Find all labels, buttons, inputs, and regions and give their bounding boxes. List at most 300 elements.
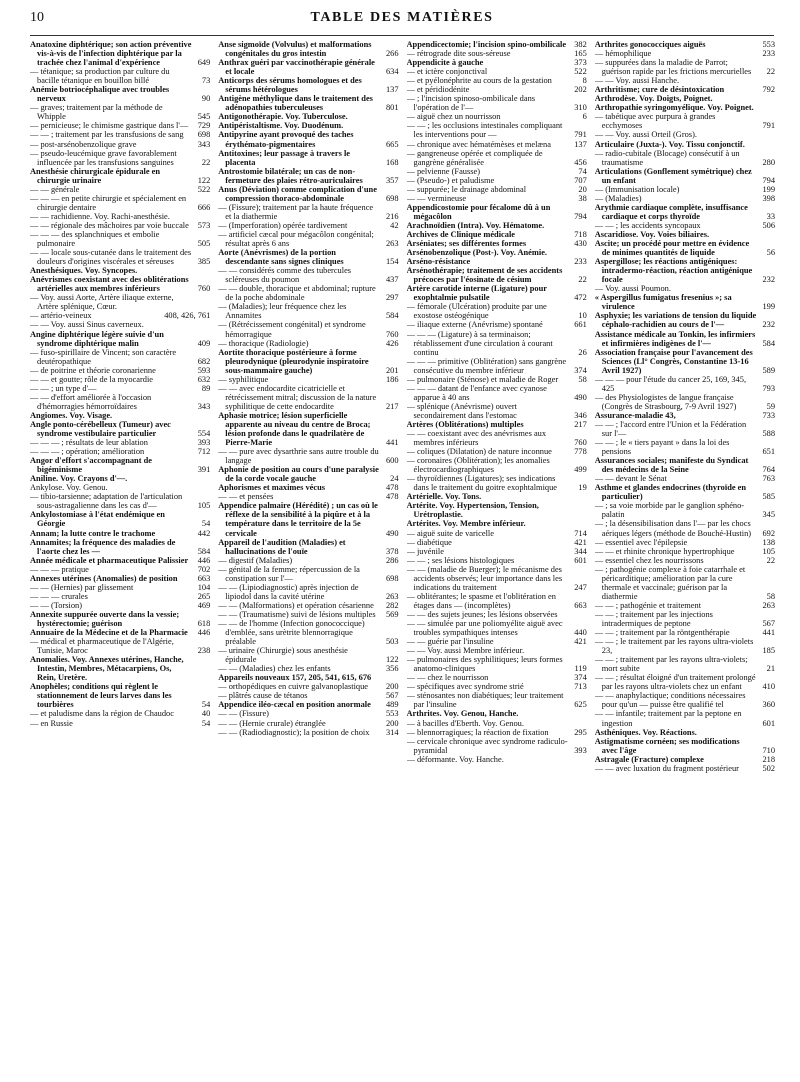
entry-text: — et péridiodénite [406, 85, 470, 95]
index-entry [30, 456, 210, 474]
index-entry [407, 185, 587, 194]
entry-page: 89 [201, 383, 211, 393]
index-entry [218, 203, 398, 221]
entry-text: — tibio-tarsienne; adaptation de l'articulation sous-astragalienne dans les cas d'— [30, 492, 183, 511]
entry-page: 22 [766, 555, 775, 565]
index-entry [218, 40, 398, 58]
index-entry [407, 556, 587, 565]
entry-page: 702 [197, 564, 211, 574]
entry-text: — gangreneuse opérée et compliquée de gangrène généralisée [406, 148, 543, 167]
entry-text: — (Immunisation locale) [594, 184, 680, 194]
index-entry [407, 420, 587, 429]
index-entry [218, 167, 398, 185]
index-entry [595, 40, 775, 49]
entry-text: Antigène méthylique dans le traitement des adénopathies tuberculeuses [218, 94, 373, 113]
entry-text: Angine diphtérique légère suivie d'un syndrome diphtérique malin [30, 329, 164, 348]
entry-page: 280 [762, 157, 775, 167]
index-entry [30, 230, 210, 248]
entry-page: 442 [197, 528, 211, 538]
entry-page: 233 [762, 49, 775, 59]
entry-page: 478 [385, 483, 399, 493]
entry-text: Arséniates; ses différentes formes [406, 239, 527, 249]
entry-text: — plâtrés cause de tétanos [218, 691, 308, 701]
entry-text: — radio-cubitale (Blocage) consécutif à un traumatisme [594, 148, 740, 167]
index-entry [407, 140, 587, 149]
entry-page: 503 [385, 637, 399, 647]
entry-text: « Aspergillus fumigatus fresenius »; sa virulence [594, 293, 732, 312]
entry-text: Assurance-maladie 43, [594, 410, 676, 420]
entry-text: — — ; traitement par les transfusions de sang [30, 130, 184, 140]
entry-text: — — et pensées [218, 492, 274, 502]
entry-text: — et paludisme dans la région de Chaudoc [30, 709, 174, 719]
index-entry [595, 130, 775, 139]
page-header [30, 10, 774, 32]
entry-text: — — — pour l'étude du cancer 25, 169, 345, 425 [594, 374, 747, 393]
entry-text: Ascaridiose. Voy. Voies biliaires. [594, 229, 710, 239]
index-entry [218, 248, 398, 266]
entry-page: 666 [197, 202, 211, 212]
entry-page: 593 [197, 365, 211, 375]
index-entry [595, 375, 775, 393]
entry-text: Anse sigmoïde (Volvulus) et malformations congénitales du gros intestin [218, 40, 372, 59]
entry-text: — pulmonaire (Sténose) et maladie de Roger [406, 374, 559, 384]
entry-page: 764 [762, 465, 775, 475]
entry-page: 421 [574, 537, 587, 547]
index-entry [595, 85, 775, 94]
entry-text: Année médicale et pharmaceutique Palissier [30, 555, 189, 565]
header-rule [30, 35, 774, 36]
entry-text: — ; l'incision spinoso-ombilicale dans l'opération de l'— [406, 94, 536, 113]
entry-text: — — rachidienne. Voy. Rachi-anesthésie. [30, 211, 170, 221]
entry-text: Annexite suppurée ouverte dans la vessie; hystérectomie; guérison [30, 609, 180, 628]
index-entry [407, 755, 587, 764]
entry-page: 760 [574, 438, 587, 448]
index-entry [407, 637, 587, 646]
index-entry [595, 474, 775, 483]
entry-text: — — des sujets jeunes; les lésions observées [406, 609, 558, 619]
entry-page: 760 [385, 329, 399, 339]
entry-text: Asthéniques. Voy. Réactions. [594, 727, 697, 737]
index-entry [30, 248, 210, 266]
index-entry [595, 556, 775, 565]
index-entry [595, 628, 775, 637]
index-entry [218, 411, 398, 447]
entry-text: Aphonie de position au cours d'une paralysie de la corde vocale gauche [218, 465, 379, 484]
entry-page: 199 [762, 302, 775, 312]
entry-page: 573 [197, 220, 211, 230]
entry-page: 649 [197, 58, 211, 68]
entry-text: — — ; les occlusions intestinales compliquant les interventions pour — [406, 121, 563, 140]
index-entry [218, 112, 398, 121]
entry-text: — iliaque externe (Anévrisme) spontané [406, 320, 543, 330]
entry-page: 217 [574, 419, 587, 429]
entry-text: Arsénobenzolique (Post-). Voy. Anémie. [406, 248, 548, 258]
index-entry [407, 646, 587, 655]
entry-page: 201 [385, 365, 399, 375]
entry-page: 791 [574, 130, 587, 140]
index-entry [218, 646, 398, 664]
entry-page: 33 [766, 211, 775, 221]
entry-text: — pernicieuse; le chimisme gastrique dans l'— [30, 121, 189, 131]
entry-page: 200 [385, 682, 399, 692]
entry-text: — — ; traitement par les rayons ultra-violets; mort subite [594, 655, 748, 674]
entry-text: — — (Fissure) [218, 709, 269, 719]
index-entry [407, 94, 587, 112]
entry-text: — aiguë suite de varicelle [406, 528, 494, 538]
entry-page: 168 [385, 157, 399, 167]
index-entry [218, 709, 398, 718]
index-entry [218, 583, 398, 601]
entry-text: — sténosantes non diabétiques; leur traitement par l'insuline [406, 691, 564, 710]
entry-page: 665 [385, 139, 399, 149]
entry-text: — — — primitive (Oblitération) sans gangrène consécutive du membre inférieur [406, 356, 567, 375]
entry-page: 651 [762, 447, 775, 457]
entry-text: — — (Maladies) chez les enfants [218, 664, 331, 674]
index-entry [595, 538, 775, 547]
entry-page: 567 [385, 691, 399, 701]
entry-text: — — vermineuse [406, 193, 467, 203]
index-entry [218, 221, 398, 230]
entry-page: 794 [574, 211, 587, 221]
entry-text: — (Fissure); traitement par la haute fréquence et la diathermie [218, 202, 374, 221]
entry-text: Appendicostomie pour fécalome dû à un mégacôlon [406, 202, 551, 221]
entry-page: 729 [197, 121, 211, 131]
entry-text: — — avec luxation du fragment postérieur [594, 763, 739, 773]
entry-page: 105 [197, 501, 211, 511]
entry-text: — aiguë chez un nourrisson [406, 112, 501, 122]
index-entry [595, 547, 775, 556]
entry-text: — — (Malformations) et opération césarienne [218, 600, 374, 610]
entry-text: — pulmonaires des syphilitiques; leurs formes anatomo-cliniques [406, 655, 563, 674]
entry-text: — digestif (Maladies) [218, 555, 293, 565]
index-entry [218, 673, 398, 682]
entry-text: Assistance médicale au Tonkin, les infirmiers et infirmières indigènes de l'— [594, 329, 756, 348]
entry-text: — déformante. Voy. Hanche. [406, 754, 504, 764]
index-column-2 [218, 40, 398, 1076]
entry-text: Anophèles; conditions qui règlent le stationnement de leurs larves dans les tourbières [30, 682, 172, 710]
index-entry [407, 592, 587, 610]
index-entry [407, 121, 587, 139]
entry-text: — fémorale (Ulcération) produite par une exostose ostéogénique [406, 302, 547, 321]
entry-page: 588 [762, 429, 775, 439]
entry-text: — essentiel chez les nourrissons [594, 555, 704, 565]
entry-page: 119 [574, 664, 587, 674]
index-entry [407, 49, 587, 58]
entry-text: — (Maladies) [594, 193, 642, 203]
index-entry [218, 266, 398, 284]
entry-text: — — Voy. aussi Membre inférieur. [406, 646, 525, 656]
entry-page: 584 [197, 546, 211, 556]
index-entry [218, 565, 398, 583]
entry-text: — — (Radiodiagnostic); la position de choix [218, 727, 370, 737]
index-entry [30, 529, 210, 538]
entry-text: — — avec endocardite cicatricielle et rétrécissement mitral; discussion de la nature syphilitique de cette endocardite [218, 383, 377, 411]
entry-page: 585 [762, 492, 775, 502]
entry-page: 233 [574, 257, 587, 267]
index-entry [407, 719, 587, 728]
index-entry [595, 709, 775, 727]
index-entry [407, 112, 587, 121]
index-entry [595, 764, 775, 773]
index-entry [595, 239, 775, 257]
index-entry [407, 610, 587, 619]
entry-page: 345 [762, 510, 775, 520]
entry-text: — — — des splanchniques et embolie pulmonaire [30, 229, 160, 249]
entry-text: Antigonothérapie. Voy. Tuberculose. [218, 112, 348, 122]
entry-page: 10 [578, 311, 587, 321]
entry-page: 360 [762, 700, 775, 710]
index-entry [595, 420, 775, 438]
entry-text: Assurances sociales; manifeste du Syndicat des médecins de la Seine [594, 456, 749, 475]
entry-text: — — — datant de l'enfance avec cyanose apparue à 40 ans [406, 383, 547, 402]
entry-page: 408, 426, 761 [164, 311, 211, 321]
entry-page: 490 [385, 528, 399, 538]
entry-text: — tabétique avec purpura à grandes ecchymoses [594, 112, 716, 131]
index-entry [595, 411, 775, 420]
entry-page: 58 [578, 374, 587, 384]
entry-page: 26 [578, 347, 587, 357]
index-entry [30, 411, 210, 420]
entry-text: Aortite thoracique postérieure à forme pleurodynique (pleurodynie inspiratoire sous-mammaire gauche) [218, 347, 369, 375]
index-entry [218, 619, 398, 646]
index-entry [218, 384, 398, 411]
index-entry [407, 691, 587, 709]
index-entry [30, 483, 210, 492]
entry-text: — — anaphylactique; conditions nécessaires pour qu'un — puisse être qualifié tel [594, 691, 746, 710]
index-entry [595, 293, 775, 311]
entry-text: — thoracique (Radiologie) [218, 338, 309, 348]
index-entry [218, 375, 398, 384]
entry-text: Appareils nouveaux 157, 205, 541, 615, 676 [218, 673, 372, 683]
entry-page: 421 [574, 637, 587, 647]
index-entry [407, 709, 587, 718]
index-entry [30, 592, 210, 601]
index-entry [30, 130, 210, 139]
index-entry [407, 67, 587, 76]
entry-page: 522 [197, 184, 211, 194]
entry-page: 297 [385, 293, 399, 303]
entry-text: Astragale (Fracture) complexe [594, 754, 704, 764]
entry-text: — — ; le traitement par les rayons ultra-violets 23, [594, 637, 754, 656]
entry-text: — génital de la femme; répercussion de la constipation sur l'— [218, 564, 360, 583]
entry-page: 469 [197, 600, 211, 610]
entry-page: 266 [385, 49, 399, 59]
entry-page: 441 [385, 438, 399, 448]
index-entry [595, 728, 775, 737]
entry-text: — (Imperforation) opérée tardivement [218, 220, 348, 230]
entry-text: — — devant le Sénat [594, 474, 667, 484]
entry-text: — suppurée; le drainage abdominal [406, 184, 527, 194]
entry-page: 778 [574, 447, 587, 457]
entry-page: 793 [762, 383, 775, 393]
entry-page: 21 [766, 664, 775, 674]
entry-text: Angiomes. Voy. Visage. [30, 410, 113, 420]
index-entry [407, 519, 587, 528]
entry-page: 385 [197, 257, 211, 267]
index-entry [407, 619, 587, 637]
entry-page: 456 [574, 157, 587, 167]
entry-text: — — Voy. aussi Orteil (Gros). [594, 130, 697, 140]
entry-page: 6 [582, 112, 587, 122]
entry-text: — graves; traitement par la méthode de Whipple [30, 103, 163, 122]
index-entry [595, 655, 775, 673]
index-entry [595, 348, 775, 375]
entry-page: 344 [574, 546, 587, 556]
index-entry [407, 266, 587, 284]
index-entry [30, 266, 210, 275]
entry-page: 698 [385, 573, 399, 583]
entry-text: — — coexistant avec des anévrismes aux membres inférieurs [406, 429, 547, 448]
index-entry [30, 103, 210, 121]
index-entry [595, 330, 775, 348]
index-entry [407, 330, 587, 357]
entry-page: 356 [385, 664, 399, 674]
index-entry [30, 212, 210, 221]
index-entry [595, 610, 775, 628]
entry-text: Artères (Oblitérations) multiples [406, 419, 524, 429]
entry-text: Arachnoïdien (Intra). Voy. Hématome. [406, 220, 545, 230]
entry-page: 663 [574, 600, 587, 610]
entry-text: Arthrites. Voy. Genou, Hanche. [406, 709, 519, 719]
entry-text: — oblitérantes; le spasme et l'oblitération en étages dans — (incomplètes) [406, 591, 556, 610]
entry-page: 22 [766, 67, 775, 77]
entry-page: 263 [385, 591, 399, 601]
entry-page: 393 [197, 438, 211, 448]
entry-text: — — ; pathogénie et traitement [594, 600, 702, 610]
index-entry [595, 167, 775, 185]
index-entry [407, 682, 587, 691]
index-entry [218, 284, 398, 302]
index-entry [218, 538, 398, 556]
entry-page: 794 [762, 175, 775, 185]
entry-text: — — pure avec dysarthrie sans autre trouble du langage [218, 447, 379, 466]
entry-text: Asphyxie; les variations de tension du liquide céphalo-rachidien au cours de l'— [594, 311, 757, 330]
entry-page: 343 [197, 139, 211, 149]
entry-page: 506 [762, 220, 775, 230]
index-entry [407, 673, 587, 682]
index-entry [595, 103, 775, 112]
entry-page: 600 [385, 456, 399, 466]
index-entry [595, 755, 775, 764]
entry-page: 601 [762, 718, 775, 728]
index-entry [595, 221, 775, 230]
entry-page: 40 [201, 709, 211, 719]
index-entry [407, 429, 587, 447]
entry-page: 73 [201, 76, 211, 86]
entry-text: — — Voy. aussi Sinus caverneux. [30, 320, 144, 330]
entry-text: — essentiel avec l'épilepsie [594, 537, 688, 547]
entry-text: — et ictère conjonctival [406, 67, 488, 77]
index-entry [218, 94, 398, 112]
entry-text: — syphilitique [218, 374, 269, 384]
entry-text: — ; sa voie morbide par le ganglion sphéno-palatin [594, 501, 745, 520]
index-entry [30, 610, 210, 628]
index-entry [407, 230, 587, 239]
index-entry [595, 149, 775, 167]
entry-text: Astigmatisme cornéen; ses modifications avec l'âge [594, 736, 740, 755]
index-entry [407, 375, 587, 384]
entry-text: — pelvienne (Fausse) [406, 166, 480, 176]
entry-page: 310 [574, 103, 587, 113]
entry-text: Aspergillose; les réactions antigéniques: intradermo-réaction, réaction antigénique focale [594, 257, 753, 285]
entry-text: — — — (Ligature) à sa terminaison; rétablissement d'une circulation à courant continu [406, 329, 553, 357]
entry-text: — — — pratique [30, 564, 89, 574]
entry-page: 232 [762, 320, 775, 330]
entry-text: — — ; traitement par la röntgenthérapie [594, 628, 730, 638]
entry-page: 58 [766, 591, 775, 601]
entry-page: 569 [385, 609, 399, 619]
entry-text: Anomalies. Voy. Annexes utérines, Hanche, Intestin, Membres, Métacarpiens, Os, Rein, Uretère. [30, 655, 184, 683]
entry-page: 373 [574, 58, 587, 68]
index-entry [407, 76, 587, 85]
index-entry [218, 664, 398, 673]
entry-text: Antitoxines; leur passage à travers le placenta [218, 148, 350, 167]
entry-text: — — simulée par une poliomyélite aiguë avec troubles sympathiques intenses [406, 619, 563, 638]
entry-text: — — ; traitement par les injections intradermiques de peptone [594, 609, 713, 628]
entry-page: 391 [197, 465, 211, 475]
entry-text: — — — ; résultats de leur ablation [30, 438, 148, 448]
entry-text: Annexes utérines (Anomalies) de position [30, 573, 178, 583]
entry-page: 38 [578, 193, 587, 203]
entry-text: Annuaire de la Médecine et de la Pharmacie [30, 628, 188, 638]
index-entry [407, 728, 587, 737]
entry-text: — — régionale des mâchoires par voie buccale [30, 220, 189, 230]
index-entry [30, 121, 210, 130]
index-entry [30, 140, 210, 149]
index-entry [30, 719, 210, 728]
page-number: 10 [30, 10, 44, 25]
entry-page: 601 [574, 555, 587, 565]
index-entry [407, 320, 587, 329]
index-entry [30, 628, 210, 637]
entry-text: — artério-veineux [30, 311, 92, 321]
entry-page: 625 [574, 700, 587, 710]
entry-page: 437 [385, 275, 399, 285]
entry-page: 714 [574, 528, 587, 538]
entry-text: — ; la désensibilisation dans l'— par les chocs aériques légers (méthode de Bouché-Hustin) [594, 519, 752, 538]
entry-text: — — guérie par l'insuline [406, 637, 494, 647]
entry-text: — — locale sous-cutanée dans le traitement des douleurs d'origines viscérales et séreuses [30, 248, 192, 267]
index-entry [30, 709, 210, 718]
entry-page: 343 [197, 401, 211, 411]
entry-page: 105 [762, 546, 775, 556]
entry-text: — — d'effort améliorée à l'occasion d'hémorragies hémorroïdaires [30, 392, 152, 411]
entry-page: 682 [197, 356, 211, 366]
entry-page: 441 [762, 628, 775, 638]
entry-text: — — et goutte; rôle de la myocardie [30, 374, 154, 384]
entry-page: 74 [578, 166, 587, 176]
entry-page: 707 [574, 175, 587, 185]
entry-page: 357 [385, 175, 399, 185]
entry-text: — thyroïdiennes (Ligatures); ses indications dans le traitement du goitre exophtalmique [406, 474, 557, 493]
entry-text: — et pyélonéphrite au cours de la gestation [406, 76, 552, 86]
entry-text: — — (Hernies) par glissement [30, 582, 134, 592]
entry-text: Annamites; la fréquence des maladies de l'aorte chez les — [30, 537, 176, 556]
index-entry [407, 501, 587, 519]
index-entry [407, 284, 587, 302]
entry-text: — — (Torsion) [30, 600, 82, 610]
entry-text: — — (Lipiodiagnostic) après injection de lipiodol dans la cavité utérine [218, 582, 359, 601]
index-entry [218, 465, 398, 483]
entry-page: 791 [762, 121, 775, 131]
entry-text: Appendicectomie; l'incision spino-ombilicale [406, 40, 567, 49]
index-entry [595, 519, 775, 537]
entry-text: Appendice iléo-cæcal en position anormale [218, 700, 371, 710]
entry-text: Ascite; un procédé pour mettre en évidence de minimes quantités de liquide [594, 239, 750, 258]
entry-text: Anticorps des sérums homologues et des sérums hétérologues [218, 76, 362, 95]
index-entry [407, 447, 587, 456]
entry-text: — — — crurales [30, 591, 88, 601]
